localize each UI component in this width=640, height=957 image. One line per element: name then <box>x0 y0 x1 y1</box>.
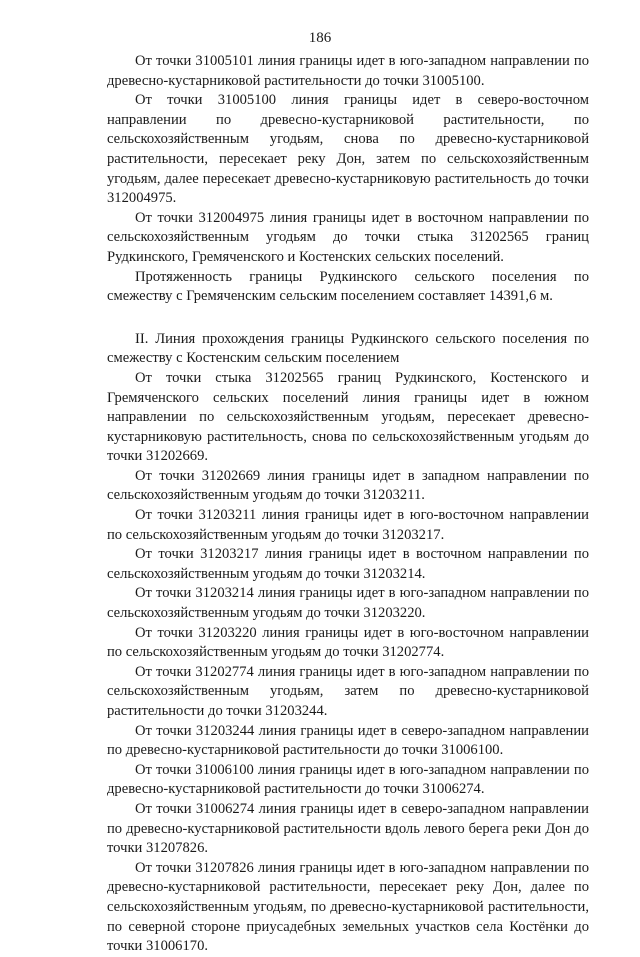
page-number: 186 <box>308 30 332 46</box>
section-heading-ii: II. Линия прохождения границы Рудкинского сельского поселения по смежеству с Костенским сельским поселением <box>107 330 589 367</box>
paragraph-1: От точки 31005101 линия границы идет в юго-западном направлении по древесно-кустарниковой растительности до точки 31005100. <box>107 53 589 89</box>
document-body <box>107 52 589 957</box>
paragraph-6: От точки 31202669 линия границы идет в западном направлении по сельскохозяйственным угодьям до точки 31203211. <box>107 467 589 504</box>
paragraph-2: От точки 31005100 линия границы идет в северо-восточном направлении по древесно-кустарниковой растительности, по сельскохозяйственным угодьям, снова по древесно-кустарниковой растительности, пересекает реку Дон, затем по сельскохозяйственным угодьям, далее пересекает древесно-кустарниковую растительность до точки 312004975. <box>107 92 589 207</box>
paragraph-13: От точки 31006100 линия границы идет в юго-западном направлении по древесно-кустарниковой растительности до точки 31006274. <box>107 761 589 798</box>
paragraph-12: От точки 31203244 линия границы идет в северо-западном направлении по древесно-кустарниковой растительности до точки 31006100. <box>107 722 589 759</box>
paragraph-11: От точки 31202774 линия границы идет в юго-западном направлении по сельскохозяйственным угодьям, затем по древесно-кустарниковой растительности до точки 31203244. <box>107 663 589 719</box>
paragraph-14: От точки 31006274 линия границы идет в северо-западном направлении по древесно-кустарниковой растительности вдоль левого берега реки Дон до точки 31207826. <box>107 800 589 857</box>
paragraph-3: От точки 312004975 линия границы идет в восточном направлении по сельскохозяйственным угодьям до точки стыка 31202565 границ Рудкинского, Гремяченского и Костенских сельских поселений. <box>107 209 589 265</box>
paragraph-5: От точки стыка 31202565 границ Рудкинского, Костенского и Гремяченского сельских поселений линия границы идет в южном направлении по сельскохозяйственным угодьям, пересекает древесно-кустарниковую растительность, снова по сельскохозяйственным угодьям до точки 31202669. <box>107 369 589 465</box>
paragraph-9: От точки 31203214 линия границы идет в юго-западном направлении по сельскохозяйственным угодьям до точки 31203220. <box>107 585 589 622</box>
paragraph-10: От точки 31203220 линия границы идет в юго-восточном направлении по сельскохозяйственным угодьям до точки 31202774. <box>107 624 589 661</box>
paragraph-15: От точки 31207826 линия границы идет в юго-западном направлении по древесно-кустарниковой растительности, пересекает реку Дон, далее по сельскохозяйственным угодьям, по древесно-кустарниковой растительности, по северной стороне приусадебных земельных участков села Костёнки до точки 31006170. <box>107 859 589 955</box>
paragraph-length-total: Протяженность границы Рудкинского сельского поселения по смежеству с Гремяченским сельским поселением составляет 14391,6 м. <box>107 268 589 305</box>
paragraph-8: От точки 31203217 линия границы идет в восточном направлении по сельскохозяйственным угодьям до точки 31203214. <box>107 546 589 582</box>
paragraph-7: От точки 31203211 линия границы идет в юго-восточном направлении по сельскохозяйственным угодьям до точки 31203217. <box>107 507 589 543</box>
